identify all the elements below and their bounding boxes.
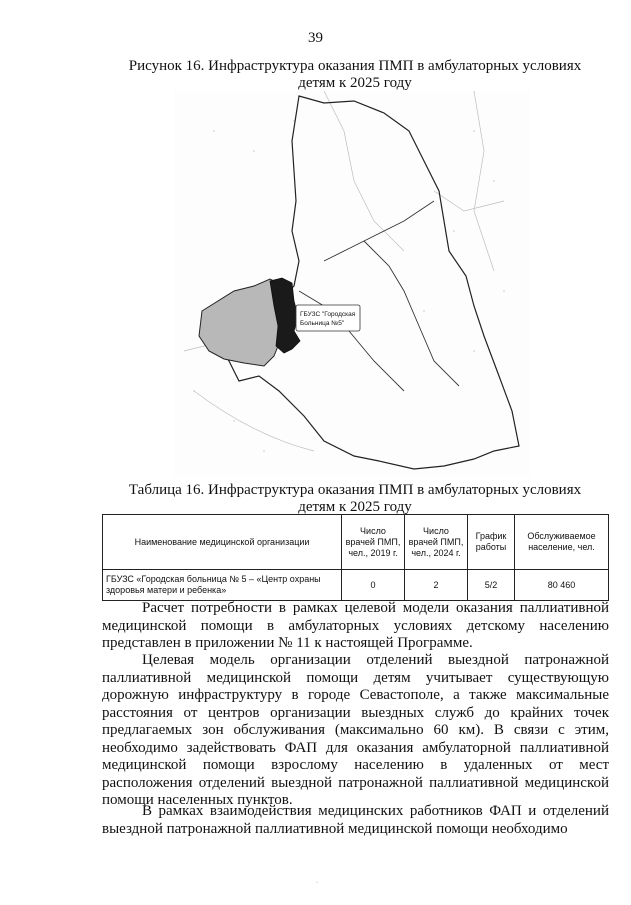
page-number: 39	[308, 30, 323, 46]
terrain-texture	[193, 120, 505, 452]
infrastructure-table	[102, 514, 609, 601]
figure-caption-line-2: детям к 2025 году	[298, 75, 412, 91]
header-organization: Наименование медицинской организации	[103, 515, 342, 570]
paragraph-1: Расчет потребности в рамках целевой модели оказания паллиативной медицинской помощи в амбулаторных условиях детскому населению представлен в приложении № 11 к настоящей Программе.	[102, 600, 609, 651]
service-area-west	[199, 279, 284, 366]
cell-population: 80 460	[515, 570, 609, 601]
cell-doctors-2019: 0	[342, 570, 405, 601]
cell-schedule: 5/2	[468, 570, 515, 601]
table-caption-line-1: Таблица 16. Инфраструктура оказания ПМП в амбулаторных условиях	[128, 482, 582, 498]
table-row	[103, 570, 609, 601]
cell-organization: ГБУЗС «Городская больница № 5 – «Центр охраны здоровья матери и ребенка»	[103, 570, 342, 601]
figure-caption	[100, 58, 610, 92]
cell-doctors-2024: 2	[405, 570, 468, 601]
map-roads	[184, 91, 504, 451]
district-boundaries	[299, 201, 459, 391]
header-schedule: График работы	[468, 515, 515, 570]
figure-caption-line-1: Рисунок 16. Инфраструктура оказания ПМП в амбулаторных условиях	[128, 58, 582, 74]
header-population: Обслуживаемое население, чел.	[515, 515, 609, 570]
hospital-callout-box	[296, 305, 360, 331]
header-doctors-2019: Число врачей ПМП, чел., 2019 г.	[342, 515, 405, 570]
paragraph-2: Целевая модель организации отделений выездной патронажной паллиативной медицинской помощи детям учитывает существующую дорожную инфраструктуру в городе Севастополе, а также максимальные расстояния от центров организации выездных служб до крайних точек предлагаемых зон обслуживания (максимально 60 км). В связи с этим, необходимо задействовать ФАП для оказания амбулаторной паллиативной медицинской помощи взрослому населению в удаленных от мест расположения отделений выездной патронажной паллиативной медицинской помощи населенных пунктов.	[102, 652, 609, 808]
hospital-callout-line-2: Больница №5"	[300, 320, 345, 327]
table-caption	[100, 482, 610, 516]
table-header-row	[103, 515, 609, 570]
header-doctors-2024: Число врачей ПМП, чел., 2024 г.	[405, 515, 468, 570]
sevastopol-map	[174, 91, 530, 476]
scan-dot: ·	[316, 880, 318, 886]
table-caption-line-2: детям к 2025 году	[298, 499, 412, 515]
hospital-callout-line-1: ГБУЗС "Городская	[300, 311, 356, 318]
paragraph-3: В рамках взаимодействия медицинских работников ФАП и отделений выездной патронажной паллиативной медицинской помощи необходимо	[102, 803, 609, 837]
